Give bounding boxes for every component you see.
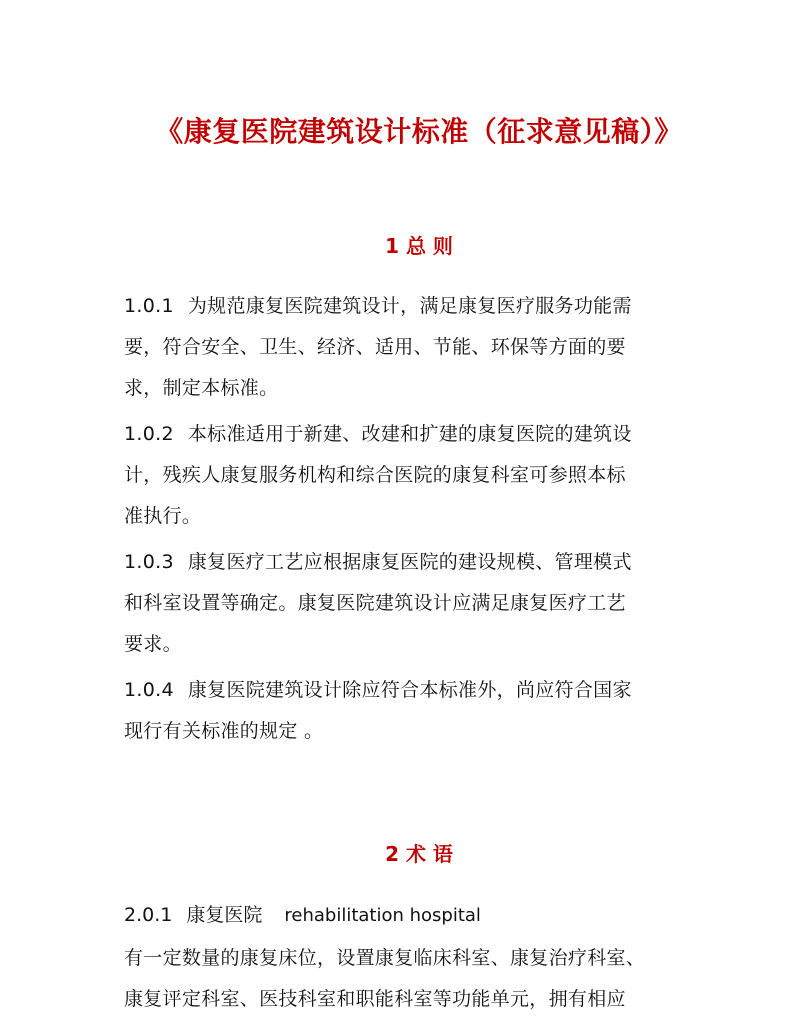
- clause-1-0-4: [124, 670, 694, 752]
- clause-text: 康复医疗工艺应根据康复医院的建设规模、管理模式: [187, 551, 632, 573]
- clause-text: 康复医院建筑设计除应符合本标准外，尚应符合国家: [187, 679, 632, 701]
- clause-1-0-2: [124, 414, 694, 537]
- term-english: rehabilitation hospital: [284, 905, 481, 926]
- clause-line: [124, 414, 694, 455]
- clause-text: 求，制定本标准。: [124, 377, 279, 399]
- section-heading-terms: [0, 839, 808, 869]
- clause-text: 现行有关标准的规定 。: [124, 720, 324, 742]
- section-heading-text: 2 术 语: [385, 842, 453, 866]
- clause-text: 计，残疾人康复服务机构和综合医院的康复科室可参照本标: [124, 464, 626, 486]
- term-chinese: 康复医院: [186, 904, 263, 926]
- clause-1-0-3: [124, 542, 694, 665]
- clause-text: 本标准适用于新建、改建和扩建的康复医院的建筑设: [187, 423, 632, 445]
- clause-text: 为规范康复医院建筑设计，满足康复医疗服务功能需: [187, 295, 632, 317]
- definition-text: 有一定数量的康复床位，设置康复临床科室、康复治疗科室、: [124, 947, 646, 969]
- term-number: 2.0.1: [124, 904, 173, 926]
- clause-1-0-1: [124, 286, 694, 409]
- section-heading-text: 1 总 则: [385, 234, 453, 258]
- term-2-0-1: [124, 899, 481, 932]
- clause-text: 准执行。: [124, 505, 202, 527]
- clause-number: 1.0.2: [124, 423, 174, 445]
- section-heading-general: [0, 231, 808, 261]
- clause-number: 1.0.3: [124, 551, 174, 573]
- document-title: 《康复医院建筑设计标准（征求意见稿）》: [155, 115, 683, 148]
- clause-number: 1.0.1: [124, 295, 174, 317]
- clause-line: [124, 542, 694, 583]
- definition-text: 康复评定科室、医技科室和职能科室等功能单元，拥有相应: [124, 988, 626, 1010]
- clause-number: 1.0.4: [124, 679, 174, 701]
- clause-text: 要求。: [124, 633, 182, 655]
- clause-text: 要，符合安全、卫生、经济、适用、节能、环保等方面的要: [124, 336, 626, 358]
- clause-text: 和科室设置等确定。康复医院建筑设计应满足康复医疗工艺: [124, 592, 626, 614]
- term-definition: [124, 938, 694, 1020]
- clause-line: [124, 670, 694, 711]
- clause-line: [124, 286, 694, 327]
